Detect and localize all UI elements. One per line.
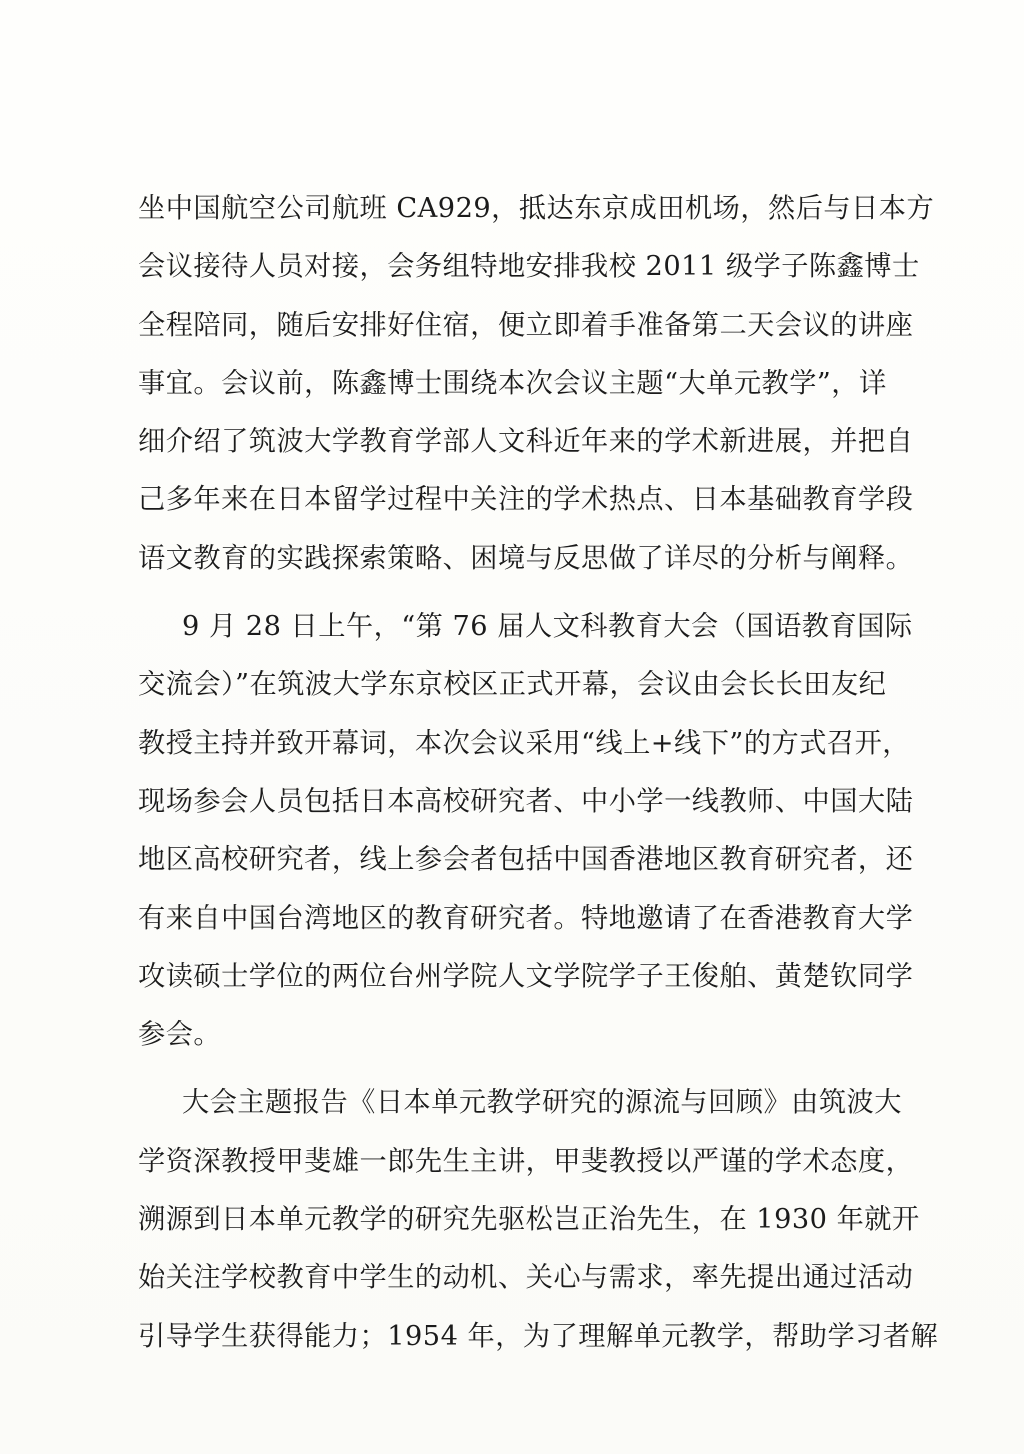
text-line: 细介绍了筑波大学教育学部人文科近年来的学术新进展，并把自	[138, 426, 914, 458]
paragraph-3	[138, 1074, 939, 1365]
text-line: 9 月 28 日上午，“第 76 届人文科教育大会（国语教育国际	[182, 611, 913, 643]
text-line: 教授主持并致开幕词，本次会议采用“线上+线下”的方式召开，	[138, 727, 910, 759]
paragraph-1	[138, 180, 935, 588]
document-body	[138, 180, 939, 1366]
text-line: 大会主题报告《日本单元教学研究的源流与回顾》由筑波大	[182, 1087, 902, 1119]
text-line: 溯源到日本单元教学的研究先驱松岂正治先生，在 1930 年就开	[138, 1204, 920, 1236]
text-line: 现场参会人员包括日本高校研究者、中小学一线教师、中国大陆	[138, 785, 914, 817]
text-line: 始关注学校教育中学生的动机、关心与需求，率先提出通过活动	[138, 1262, 914, 1294]
text-line: 全程陪同，随后安排好住宿，便立即着手准备第二天会议的讲座	[138, 309, 914, 341]
paragraph-2	[138, 598, 914, 1064]
text-line: 事宜。会议前，陈鑫博士围绕本次会议主题“大单元教学”，详	[138, 367, 887, 399]
text-line: 引导学生获得能力；1954 年，为了理解单元教学，帮助学习者解	[138, 1320, 939, 1352]
text-line: 学资深教授甲斐雄一郎先生主讲，甲斐教授以严谨的学术态度，	[138, 1145, 914, 1177]
paragraph-gap	[138, 588, 900, 598]
text-line: 参会。	[138, 1019, 222, 1051]
text-line: 地区高校研究者，线上参会者包括中国香港地区教育研究者，还	[138, 844, 914, 876]
text-line: 坐中国航空公司航班 CA929，抵达东京成田机场，然后与日本方	[138, 193, 935, 224]
text-line: 有来自中国台湾地区的教育研究者。特地邀请了在香港教育大学	[138, 902, 914, 934]
text-line: 己多年来在日本留学过程中关注的学术热点、日本基础教育学段	[138, 484, 914, 516]
text-line: 语文教育的实践探索策略、困境与反思做了详尽的分析与阐释。	[138, 542, 914, 574]
text-line: 攻读硕士学位的两位台州学院人文学院学子王俊舶、黄楚钦同学	[138, 960, 914, 992]
text-line: 会议接待人员对接，会务组特地安排我校 2011 级学子陈鑫博士	[138, 251, 920, 283]
paragraph-gap	[138, 1064, 900, 1074]
text-line: 交流会）”在筑波大学东京校区正式开幕，会议由会长长田友纪	[138, 669, 887, 701]
